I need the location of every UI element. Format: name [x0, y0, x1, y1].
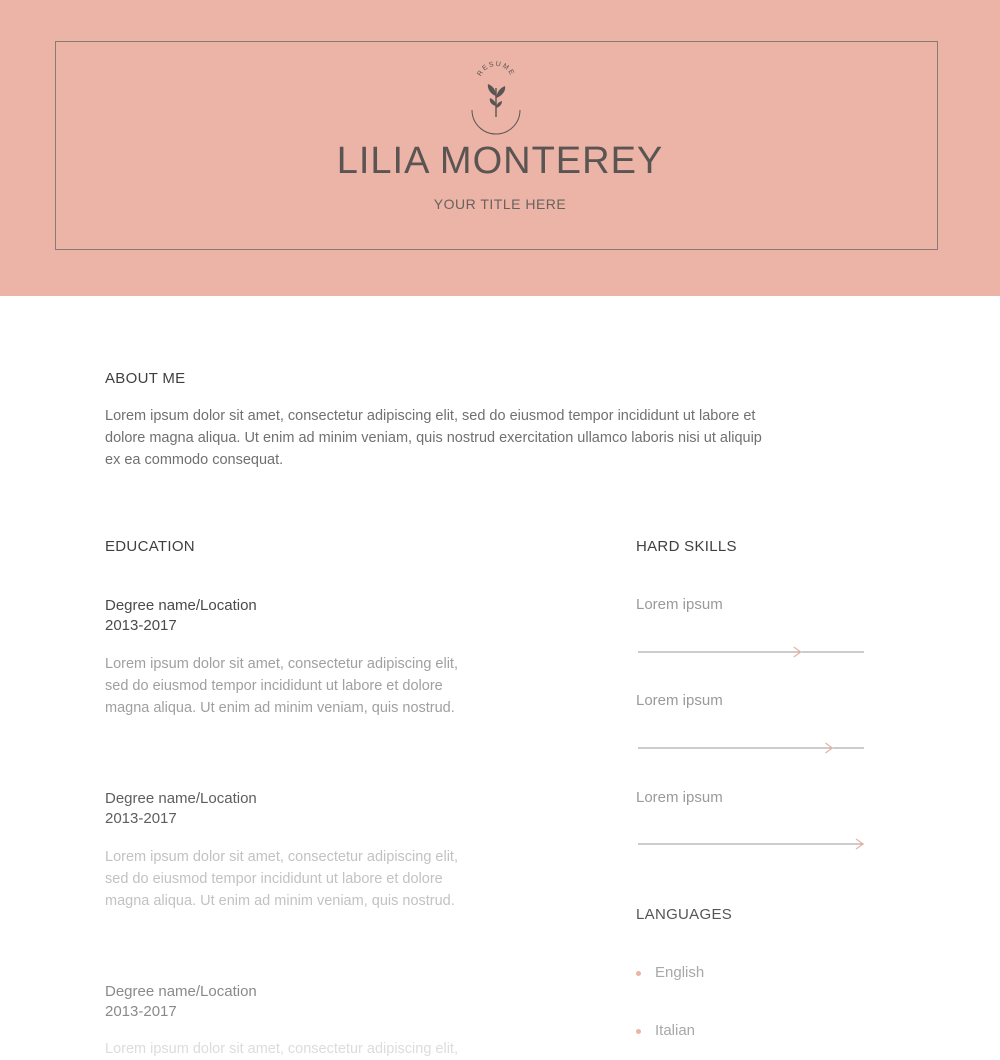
desc-line: Lorem ipsum dolor sit amet, consectetur adipiscing elit,: [105, 1041, 458, 1057]
resume-sprig-logo-icon: [466, 60, 526, 140]
degree-name: Degree name/Location: [105, 983, 257, 1000]
desc-line: Lorem ipsum dolor sit amet, consectetur adipiscing elit,: [105, 656, 458, 672]
bullet-dot-icon: [636, 1029, 641, 1034]
about-paragraph: [105, 405, 762, 471]
skill-level-bar: [638, 646, 864, 658]
about-line: dolore magna aliqua. Ut enim ad minim veniam, quis nostrud exercitation ullamco laboris nisi ut aliquip: [105, 430, 762, 446]
about-line: ex ea commodo consequat.: [105, 452, 284, 468]
language-item: [636, 1022, 695, 1039]
degree-years: 2013-2017: [105, 617, 177, 634]
skill-level-bar: [638, 742, 864, 754]
education-heading: EDUCATION: [105, 538, 195, 555]
bullet-dot-icon: [636, 971, 641, 976]
education-description: [105, 1038, 458, 1060]
skill-label: Lorem ipsum: [636, 789, 723, 806]
degree-years: 2013-2017: [105, 1003, 177, 1020]
degree-name: Degree name/Location: [105, 597, 257, 614]
education-description: [105, 653, 458, 719]
skill-label: Lorem ipsum: [636, 692, 723, 709]
language-item: [636, 964, 704, 981]
desc-line: magna aliqua. Ut enim ad minim veniam, quis nostrud.: [105, 893, 455, 909]
candidate-name: LILIA MONTEREY: [336, 140, 664, 182]
education-entry: [105, 596, 257, 636]
desc-line: sed do eiusmod tempor incididunt ut labore et dolore: [105, 871, 443, 887]
svg-text:RESUME: [476, 61, 515, 78]
hard-skills-heading: HARD SKILLS: [636, 538, 737, 555]
desc-line: Lorem ipsum dolor sit amet, consectetur adipiscing elit,: [105, 849, 458, 865]
desc-line: sed do eiusmod tempor incididunt ut labore et dolore: [105, 678, 443, 694]
about-line: Lorem ipsum dolor sit amet, consectetur adipiscing elit, sed do eiusmod tempor incididunt ut labore et: [105, 408, 756, 424]
desc-line: magna aliqua. Ut enim ad minim veniam, quis nostrud.: [105, 700, 455, 716]
skill-level-bar: [638, 838, 864, 850]
degree-name: Degree name/Location: [105, 790, 257, 807]
education-entry: [105, 982, 257, 1022]
education-description: [105, 846, 458, 912]
degree-years: 2013-2017: [105, 810, 177, 827]
languages-heading: LANGUAGES: [636, 906, 733, 923]
candidate-title: YOUR TITLE HERE: [433, 196, 567, 212]
education-entry: [105, 789, 257, 829]
language-label: Italian: [655, 1022, 696, 1039]
about-heading: ABOUT ME: [105, 370, 186, 387]
header-band: [0, 0, 1000, 296]
language-label: English: [655, 964, 705, 981]
skill-label: Lorem ipsum: [636, 596, 723, 613]
logo-text: RESUME: [476, 60, 516, 78]
